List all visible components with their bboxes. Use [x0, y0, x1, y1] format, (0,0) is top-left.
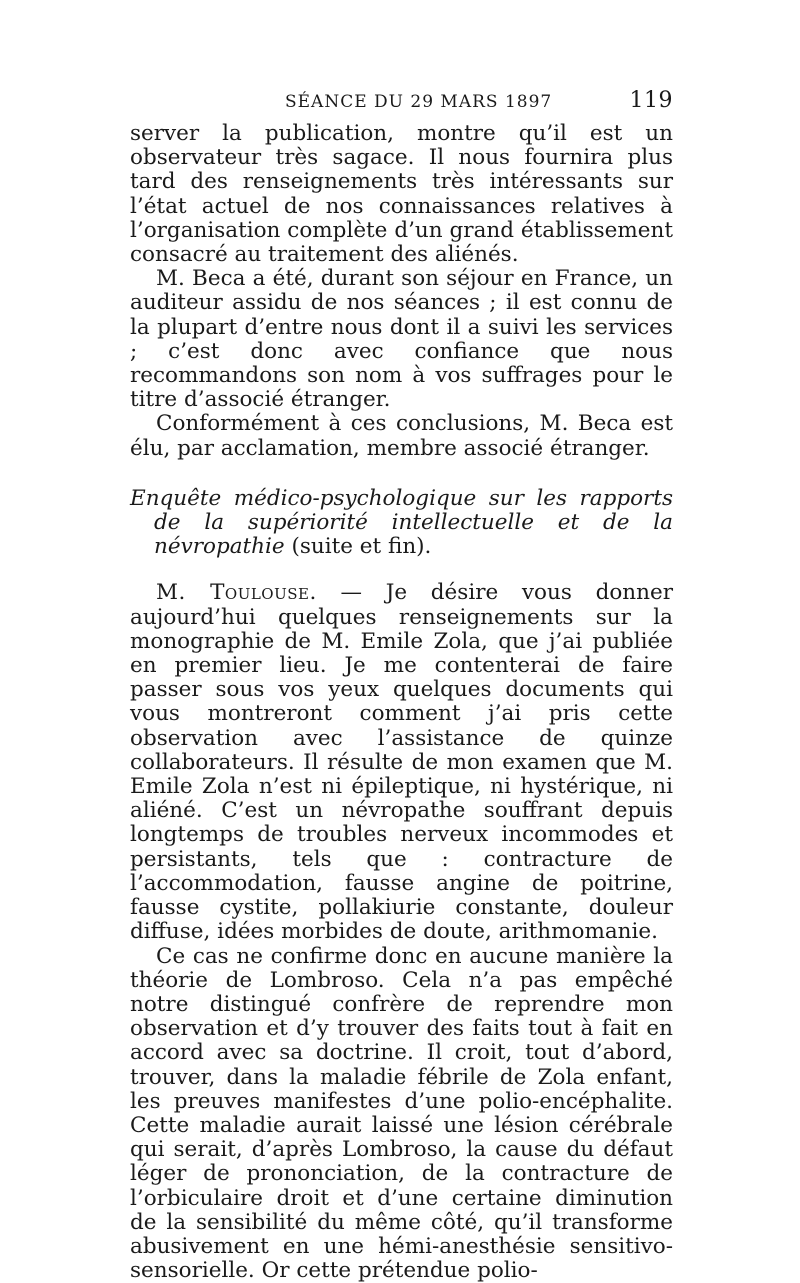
- paragraph-beca-recommendation: M. Beca a été, durant son séjour en France, un auditeur assidu de nos séances ; il est connu de la plupart d’entre nous dont il a suivi les services ; c’est donc avec confiance que nous recommandons son nom à vos suffrages pour le titre d’associé étranger.: [130, 267, 673, 412]
- paragraph-election-result: Conformément à ces conclusions, M. Beca est élu, par acclamation, membre associé étranger.: [130, 412, 673, 460]
- running-head: [130, 88, 673, 122]
- speech-paragraph-1: [130, 581, 673, 944]
- section-heading-suffix: (suite et fin).: [285, 534, 432, 559]
- running-title: SÉANCE DU 29 MARS 1897: [285, 92, 552, 112]
- section-heading-title: Enquête médico-psychologique sur les rapports de la supériorité intellectuelle et de la névropathie: [130, 486, 673, 559]
- speech-text-1: — Je désire vous donner aujourd’hui quelques renseignements sur la monographie de M. Emile Zola, que j’ai publiée en premier lieu. Je me contenterai de faire passer sous vos yeux quelques documents qui vous montreront comment j’ai pris cette observation avec l’assistance de quinze collaborateurs. Il résulte de mon examen que M. Emile Zola n’est ni épileptique, ni hystérique, ni aliéné. C’est un névropathe souffrant depuis longtemps de troubles nerveux incommodes et persistants, tels que : contracture de l’accommodation, fausse angine de poitrine, fausse cystite, pollakiurie constante, douleur diffuse, idées morbides de doute, arithmomanie.: [130, 580, 673, 944]
- page-number: 119: [630, 88, 674, 113]
- paragraph-continuation: server la publication, montre qu’il est un observateur très sagace. Il nous fournira plus tard des renseignements très intéressants sur l’état actuel de nos connaissances relatives à l’organisation complète d’un grand établissement consacré au traitement des aliénés.: [130, 122, 673, 267]
- section-heading: [130, 487, 673, 560]
- speech-paragraph-2: Ce cas ne confirme donc en aucune manière la théorie de Lombroso. Cela n’a pas empêché notre distingué confrère de reprendre mon observation et d’y trouver des faits tout à fait en accord avec sa doctrine. Il croit, tout d’abord, trouver, dans la maladie fébrile de Zola enfant, les preuves manifestes d’une polio-encéphalite. Cette maladie aurait laissé une lésion cérébrale qui serait, d’après Lombroso, la cause du défaut léger de prononciation, de la contracture de l’orbiculaire droit et d’une certaine diminution de la sensibilité du même côté, qu’il transforme abusivement en une hémi-anesthésie sensitivo-sensorielle. Or cette prétendue polio-: [130, 945, 673, 1283]
- speaker-name: M. Toulouse.: [156, 580, 317, 605]
- book-page: [130, 88, 673, 1283]
